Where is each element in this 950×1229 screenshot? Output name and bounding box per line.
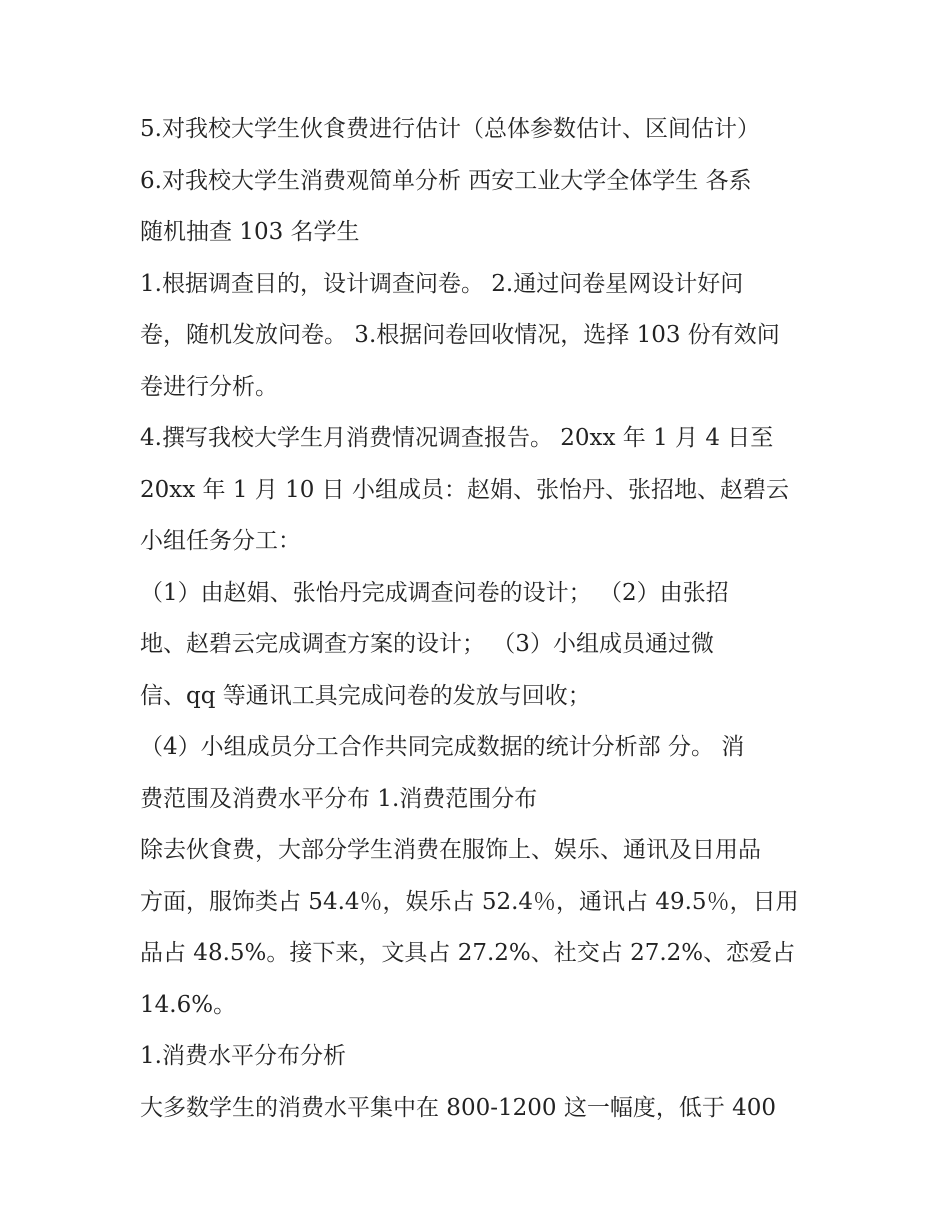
text-line-14: 费范围及消费水平分布 1.消费范围分布 [140,785,538,812]
text-line-3: 随机抽查 103 名学生 [140,219,360,245]
text-line-7: 4.撰写我校大学生月消费情况调查报告。 20xx 年 1 月 4 日至 [140,425,774,451]
text-line-15: 除去伙食费，大部分学生消费在服饰上、娱乐、通讯及日用品 [140,837,761,863]
text-line-11: 地、赵碧云完成调查方案的设计； （3）小组成员通过微 [140,631,714,657]
text-line-19: 1.消费水平分布分析 [140,1043,346,1069]
text-line-17: 品占 48.5%。接下来，文具占 27.2%、社交占 27.2%、恋爱占 [140,940,796,966]
text-line-1: 5.对我校大学生伙食费进行估计（总体参数估计、区间估计） [140,116,760,142]
text-line-12: 信、qq 等通讯工具完成问卷的发放与回收； [140,682,591,709]
text-line-2: 6.对我校大学生消费观简单分析 西安工业大学全体学生 各系 [140,167,752,194]
text-line-6: 卷进行分析。 [140,373,278,400]
text-line-20: 大多数学生的消费水平集中在 800-1200 这一幅度，低于 400 [140,1094,777,1121]
text-line-13: （4）小组成员分工合作共同完成数据的统计分析部 分。 消 [140,734,745,760]
text-line-4: 1.根据调查目的，设计调查问卷。 2.通过问卷星网设计好问 [140,270,744,297]
text-line-10: （1）由赵娟、张怡丹完成调查问卷的设计； （2）由张招 [140,579,729,606]
text-line-9: 小组任务分工： [140,528,301,554]
text-line-18: 14.6%。 [140,991,237,1018]
text-line-8: 20xx 年 1 月 10 日 小组成员：赵娟、张怡丹、张招地、赵碧云 [140,476,789,503]
text-line-16: 方面，服饰类占 54.4％，娱乐占 52.4％，通讯占 49.5％，日用 [140,888,799,915]
document-body [140,104,830,1134]
text-line-5: 卷，随机发放问卷。 3.根据问卷回收情况，选择 103 份有效问 [140,322,780,348]
